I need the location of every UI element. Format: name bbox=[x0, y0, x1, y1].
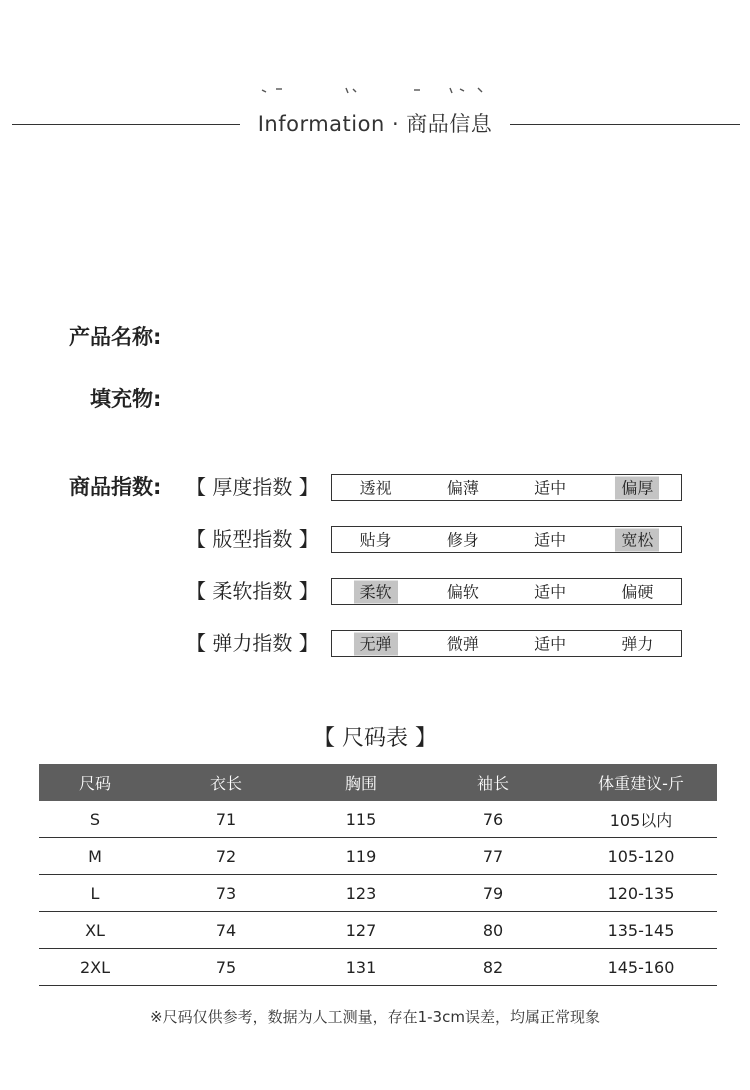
size-table-title: 【 尺码表 】 bbox=[313, 726, 437, 751]
index-label-fit: 【 版型指数 】 bbox=[186, 527, 319, 551]
index-option-label: 偏厚 bbox=[615, 476, 659, 499]
table-cell: XL bbox=[39, 912, 151, 949]
product-index-label: 商品指数: bbox=[69, 475, 162, 499]
index-option bbox=[507, 527, 594, 552]
table-row bbox=[39, 838, 717, 875]
table-cell: 80 bbox=[421, 912, 565, 949]
index-option bbox=[419, 475, 506, 500]
table-cell: L bbox=[39, 875, 151, 912]
index-option bbox=[594, 579, 681, 604]
index-option bbox=[507, 475, 594, 500]
index-scale-elasticity bbox=[331, 630, 682, 657]
table-row bbox=[39, 801, 717, 838]
cropped-text-fragment bbox=[0, 86, 750, 94]
index-option-label: 宽松 bbox=[615, 528, 659, 551]
table-cell: 131 bbox=[301, 949, 421, 986]
table-cell: 82 bbox=[421, 949, 565, 986]
index-scale-softness bbox=[331, 578, 682, 605]
index-option-label: 偏软 bbox=[446, 582, 479, 601]
index-option-label: 适中 bbox=[534, 582, 567, 601]
index-option bbox=[419, 579, 506, 604]
filling-label: 填充物: bbox=[90, 387, 162, 411]
index-scale-thickness bbox=[331, 474, 682, 501]
index-option bbox=[594, 631, 681, 656]
table-cell: 119 bbox=[301, 838, 421, 875]
table-cell: 145-160 bbox=[565, 949, 717, 986]
product-name-label: 产品名称: bbox=[69, 325, 162, 349]
index-option-label: 弹力 bbox=[621, 634, 654, 653]
table-cell: 75 bbox=[151, 949, 301, 986]
table-cell: 77 bbox=[421, 838, 565, 875]
index-label-thickness: 【 厚度指数 】 bbox=[186, 475, 319, 499]
table-cell: 135-145 bbox=[565, 912, 717, 949]
header-sleeve: 袖长 bbox=[421, 764, 565, 801]
index-option-label: 微弹 bbox=[446, 634, 479, 653]
index-option-label: 透视 bbox=[359, 478, 392, 497]
table-cell: 120-135 bbox=[565, 875, 717, 912]
table-cell: 76 bbox=[421, 801, 565, 838]
index-option-selected bbox=[594, 527, 681, 552]
table-cell: 127 bbox=[301, 912, 421, 949]
index-option-label: 适中 bbox=[534, 634, 567, 653]
header-chest: 胸围 bbox=[301, 764, 421, 801]
table-cell: 73 bbox=[151, 875, 301, 912]
index-option bbox=[507, 631, 594, 656]
index-option-label: 修身 bbox=[446, 530, 479, 549]
index-option-label: 无弹 bbox=[354, 632, 398, 655]
size-table-header-row bbox=[39, 764, 717, 801]
size-table-body bbox=[39, 801, 717, 986]
table-cell: 79 bbox=[421, 875, 565, 912]
table-cell: 74 bbox=[151, 912, 301, 949]
index-option bbox=[507, 579, 594, 604]
index-scale-fit bbox=[331, 526, 682, 553]
index-option-label: 偏薄 bbox=[446, 478, 479, 497]
index-option bbox=[419, 631, 506, 656]
index-option-label: 适中 bbox=[534, 530, 567, 549]
index-option bbox=[419, 527, 506, 552]
index-label-softness: 【 柔软指数 】 bbox=[186, 579, 319, 603]
table-row bbox=[39, 912, 717, 949]
header-weight: 体重建议-斤 bbox=[565, 764, 717, 801]
table-row bbox=[39, 875, 717, 912]
size-table bbox=[39, 764, 717, 986]
header-size: 尺码 bbox=[39, 764, 151, 801]
table-cell: M bbox=[39, 838, 151, 875]
size-note: ※尺码仅供参考，数据为人工测量，存在1-3cm误差，均属正常现象 bbox=[150, 1008, 600, 1026]
index-option-label: 柔软 bbox=[354, 580, 398, 603]
index-option-selected bbox=[332, 579, 419, 604]
table-cell: 123 bbox=[301, 875, 421, 912]
table-cell: 115 bbox=[301, 801, 421, 838]
table-cell: 105-120 bbox=[565, 838, 717, 875]
section-title: Information · 商品信息 bbox=[240, 112, 511, 136]
index-option-selected bbox=[594, 475, 681, 500]
section-header bbox=[0, 110, 750, 138]
table-cell: 2XL bbox=[39, 949, 151, 986]
table-row bbox=[39, 949, 717, 986]
table-cell: S bbox=[39, 801, 151, 838]
index-option-selected bbox=[332, 631, 419, 656]
index-option bbox=[332, 527, 419, 552]
index-option-label: 偏硬 bbox=[621, 582, 654, 601]
index-option-label: 贴身 bbox=[359, 530, 392, 549]
table-cell: 105以内 bbox=[565, 801, 717, 838]
index-option bbox=[332, 475, 419, 500]
index-option-label: 适中 bbox=[534, 478, 567, 497]
table-cell: 72 bbox=[151, 838, 301, 875]
header-length: 衣长 bbox=[151, 764, 301, 801]
table-cell: 71 bbox=[151, 801, 301, 838]
index-label-elasticity: 【 弹力指数 】 bbox=[186, 631, 319, 655]
